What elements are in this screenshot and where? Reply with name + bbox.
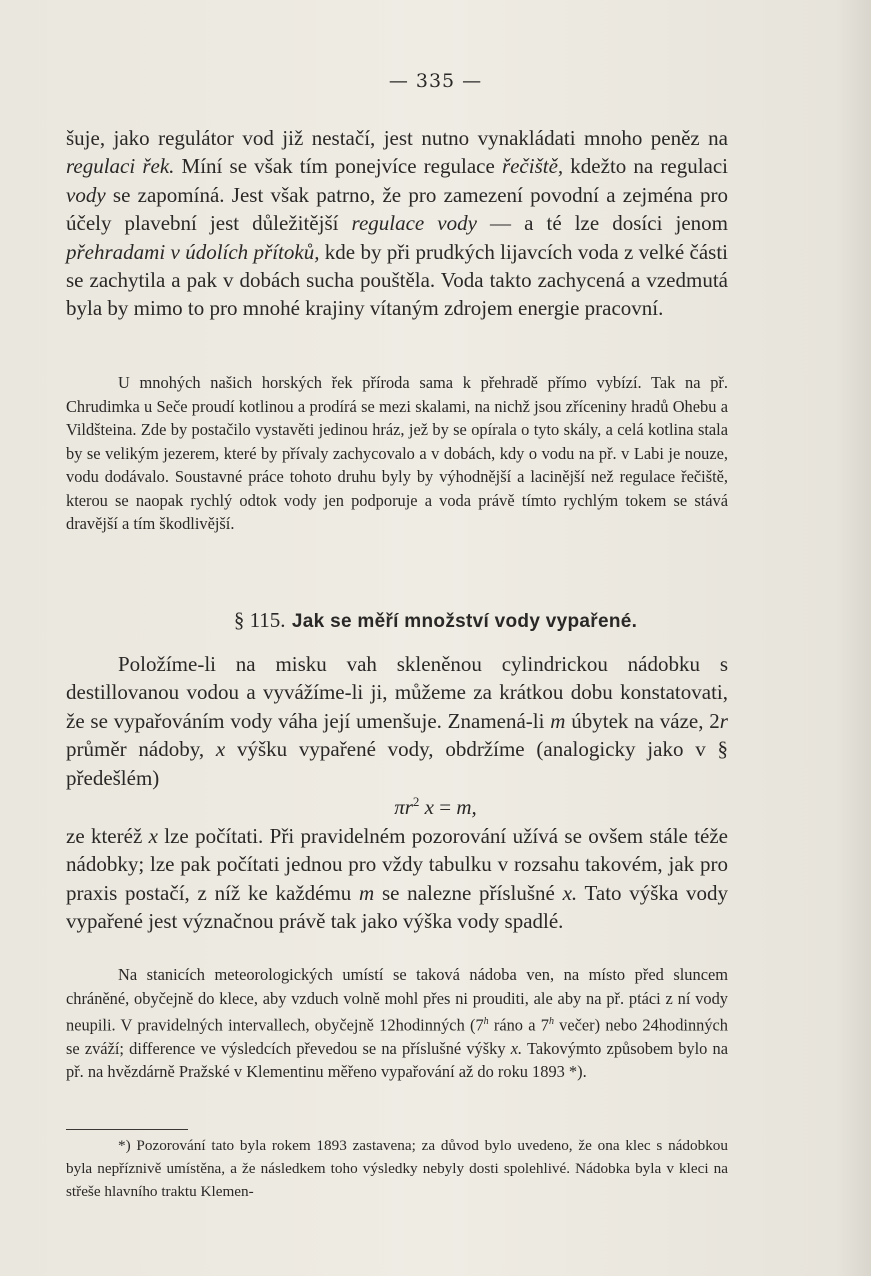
paragraph-3: Položíme-li na misku vah skleněnou cylindrickou nádobku s destillovanou vodou a vyvážíme-li ji, můžeme za krátkou dobu konstatovati, že se vypařováním vody váha její umenšuje. Znamená-li m úbytek na váze, 2r průměr nádoby, x výšku vypařené vody, obdržíme (analogicky jako v § předešlém): [66, 652, 728, 790]
italic-term: r: [719, 708, 728, 733]
italic-term: řečiště,: [501, 154, 564, 179]
italic-term: regulaci řek.: [66, 154, 175, 179]
formula-lhs: πr: [394, 795, 413, 819]
paragraph-4: ze kteréž x lze počítati. Při pravidelném pozorování užívá se ovšem stále téže nádobky; lze pak počítati jednou pro vždy tabulku v rozsahu takovém, jak pro praxis postačí, z níž ke každému m se nalezne příslušné x. Tato výška vody vypařené jest význačnou právě tak jako výška vody spadlé.: [66, 824, 729, 934]
footnote: *) Pozorování tato byla rokem 1893 zastavena; za důvod bylo uvedeno, že ona klec s nádobkou byla nepříznivě umístěna, a že následkem toho výsledky nebyly dosti spolehlivé. Nádobka byla v kleci na střeše hlavního traktu Klemen-: [66, 1137, 728, 1200]
italic-term: x.: [562, 880, 578, 905]
italic-term: vody: [66, 182, 106, 207]
paragraph-1: šuje, jako regulátor vod již nestačí, jest nutno vynakládati mnoho peněz na regulaci řek. Míní se však tím ponejvíce regulace řečiště, kdežto na regulaci vody se zapomíná. Jest však patrno, že pro zamezení povodní a zejména pro účely plavební jest důležitější regulace vody — a té lze dosíci jenom přehradami v údolích přítoků, kde by při prudkých lijavcích voda z velké části se zachytila a pak v dobách sucha pouštěla. Voda takto zachycená a vzedmutá byla by mimo to pro mnohé krajiny vítaným zdrojem energie pracovní.: [66, 126, 728, 321]
formula-exponent: 2: [412, 794, 420, 809]
paragraph-5: Na stanicích meteorologických umístí se taková nádoba ven, na místo před sluncem chráněné, obyčejně do klece, aby vzduch volně mohl přes ni prouditi, ale aby na př. ptáci z ní vody neupili. V pravidelných intervallech, obyčejně 12hodinných (7$^h$ ráno a 7$^h$ večer) nebo 24hodinných se zváží; difference ve výsledcích převedou se na příslušné výšky x. Takovýmto způsobem bylo na př. na hvězdárně Pražské v Klementinu měřeno vypařování až do roku 1893 *).: [66, 965, 729, 1082]
italic-term: x: [215, 737, 226, 762]
footnote-divider: [66, 1129, 188, 1130]
italic-term: m: [359, 880, 375, 905]
italic-term: x: [148, 824, 158, 848]
section-title: Jak se měří množství vody vypařené.: [291, 611, 638, 632]
superscript: h: [548, 1016, 554, 1027]
section-heading: [0, 608, 871, 633]
page-number: — 335 —: [388, 70, 483, 92]
formula: [0, 794, 871, 820]
italic-term: m: [550, 708, 566, 733]
formula-rhs: m,: [456, 795, 477, 819]
section-number: § 115.: [233, 608, 286, 632]
paragraph-2: U mnohých našich horských řek příroda sama k přehradě přímo vybízí. Tak na př. Chrudimka u Seče proudí kotlinou a prodírá se mezi skalami, na nichž jsou zříceniny hradů Ohebu a Vildšteina. Zde by postačilo vystavěti jedinou hráz, jež by se opírala o tyto skály, a celá kotlina stala by se velikým jezerem, které by přívaly zachycovalo a v dobách, kdy o vodu na př. v Labi je nouze, vodu dodávalo. Soustavné práce tohoto druhu byly by výhodnější a lacinější než regulace řečiště, kterou se naopak rychlý odtok vody jen podporuje a voda právě tímto rychlým tokem se stává dravější a tím škodlivější.: [66, 373, 728, 533]
superscript: h: [483, 1016, 489, 1027]
italic-term: x.: [510, 1038, 523, 1058]
italic-term: přehradami v údolích přítoků,: [66, 239, 320, 264]
formula-var: x: [424, 795, 434, 819]
formula-eq: =: [434, 795, 457, 819]
italic-term: regulace vody: [351, 211, 477, 236]
